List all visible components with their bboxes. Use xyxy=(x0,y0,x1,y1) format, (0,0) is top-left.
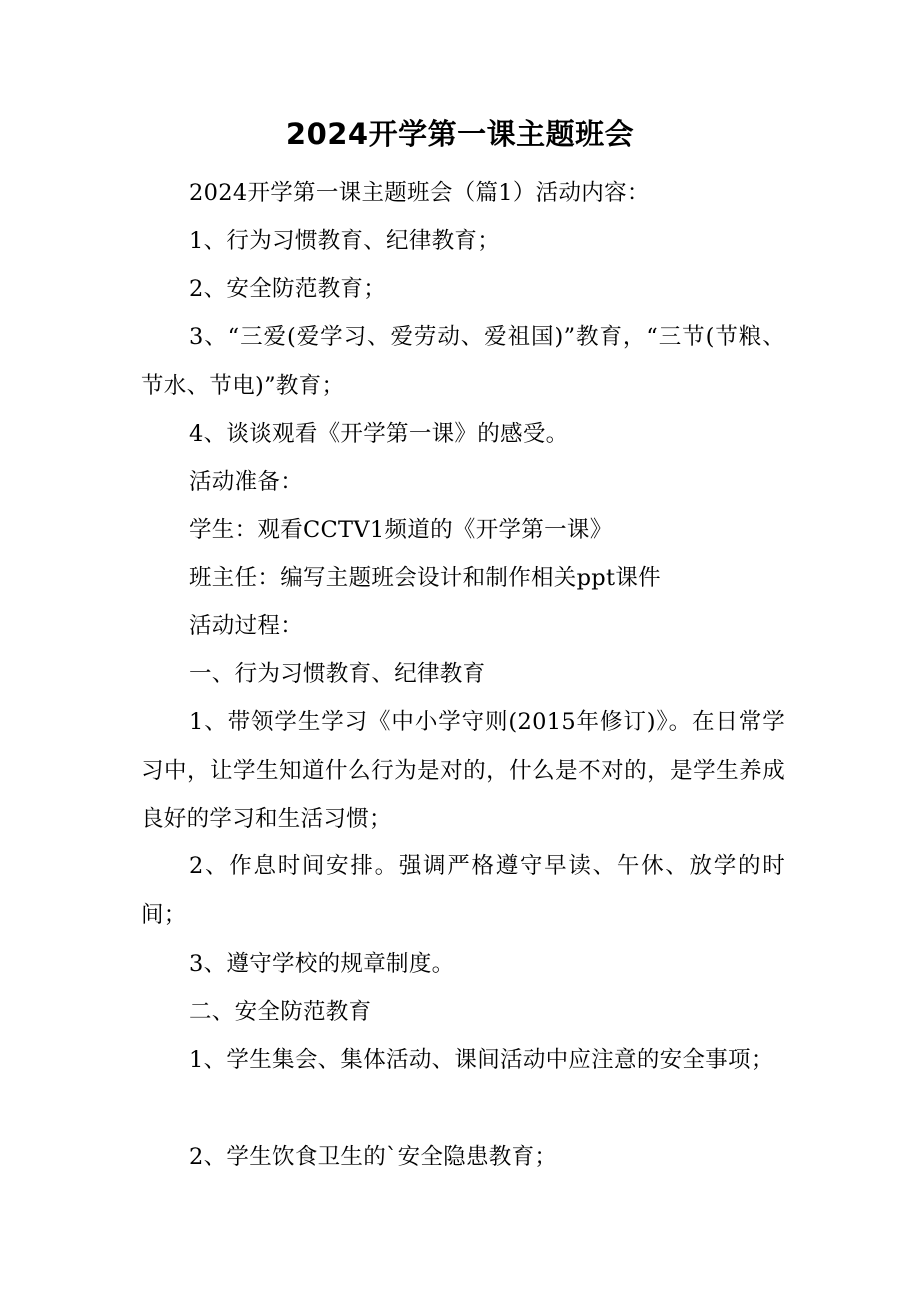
paragraph-item-4: 4、谈谈观看《开学第一课》的感受。 xyxy=(189,421,569,447)
paragraph-section-1-item-2: 2、作息时间安排。强调严格遵守早读、午休、放学的时间； xyxy=(141,853,785,928)
paragraph-section-1-heading: 一、行为习惯教育、纪律教育 xyxy=(189,661,486,687)
paragraph-item-2: 2、安全防范教育； xyxy=(189,276,387,302)
document-title: 2024开学第一课主题班会 xyxy=(285,117,635,151)
paragraph-section-2-heading: 二、安全防范教育 xyxy=(189,999,372,1025)
paragraph-process-heading: 活动过程： xyxy=(189,613,304,639)
paragraph-intro: 2024开学第一课主题班会（篇1）活动内容： xyxy=(189,180,650,206)
paragraph-preparation-heading: 活动准备： xyxy=(189,469,304,495)
paragraph-teacher: 班主任：编写主题班会设计和制作相关ppt课件 xyxy=(189,565,661,591)
paragraph-section-1-item-3: 3、遵守学校的规章制度。 xyxy=(189,951,455,977)
paragraph-item-3: 3、“三爱(爱学习、爱劳动、爱祖国)”教育，“三节(节粮、节水、节电)”教育； xyxy=(141,324,785,399)
paragraph-section-2-item-2: 2、学生饮食卫生的`安全隐患教育； xyxy=(189,1144,558,1170)
paragraph-item-1: 1、行为习惯教育、纪律教育； xyxy=(189,228,501,254)
paragraph-section-2-item-1: 1、学生集会、集体活动、课间活动中应注意的安全事项； xyxy=(189,1047,774,1073)
paragraph-section-1-item-1: 1、带领学生学习《中小学守则(2015年修订)》。在日常学习中，让学生知道什么行为是对的，什么是不对的，是学生养成良好的学习和生活习惯； xyxy=(141,709,785,832)
paragraph-students: 学生：观看CCTV1频道的《开学第一课》 xyxy=(189,517,613,543)
